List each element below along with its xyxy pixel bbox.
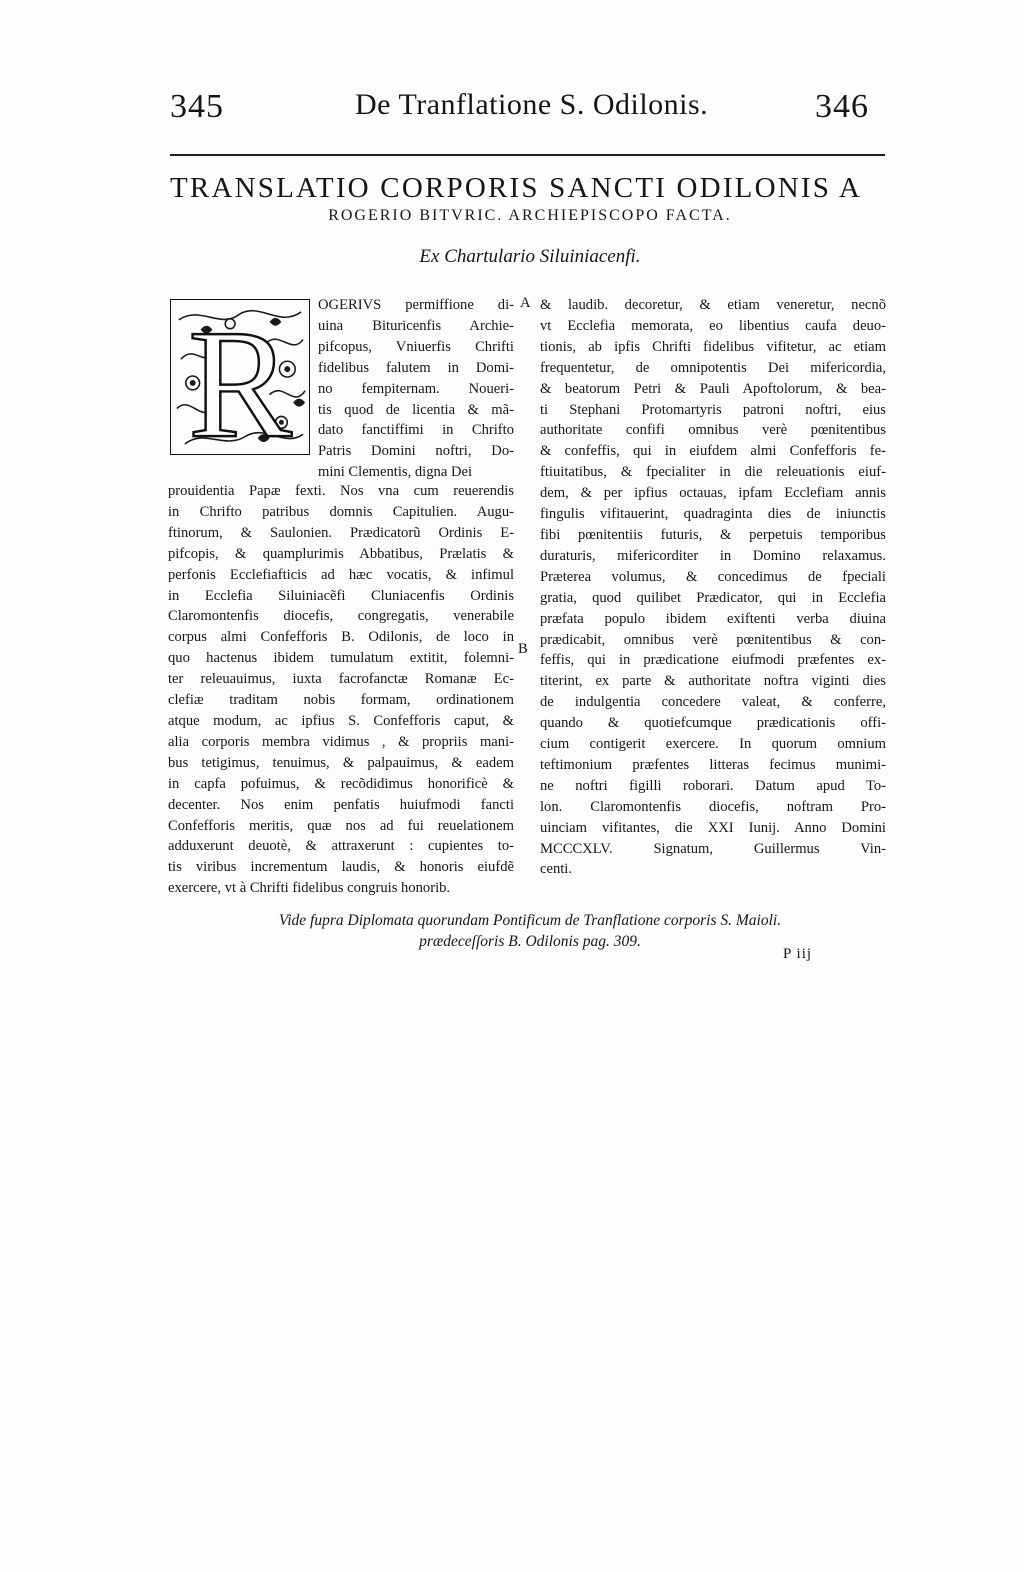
text-line: no fempiternam. Noueri- bbox=[318, 380, 514, 397]
text-line: vt Ecclefia memorata, eo libentius caufa deuo- bbox=[540, 317, 886, 334]
left-column-top bbox=[318, 295, 514, 483]
text-line: dem, & per ipfius octauas, ipfam Ecclefiam annis bbox=[540, 485, 886, 502]
header-rule bbox=[170, 154, 885, 156]
text-line: exercere, vt à Chrifti fidelibus congruis honorib. bbox=[168, 880, 451, 897]
text-line: ti Stephani Protomartyris patroni noftri, eius bbox=[540, 401, 886, 418]
decorated-initial bbox=[170, 299, 310, 455]
text-line: atque modum, ac ipfius S. Confefforis caput, & bbox=[168, 712, 514, 729]
text-line: MCCCXLV. Signatum, Guillermus Vin- bbox=[540, 840, 886, 857]
footnote bbox=[170, 910, 890, 952]
text-line: in Ecclefia Siluiniacẽfi Cluniacenfis Ordinis bbox=[168, 587, 514, 604]
text-line: ftinorum, & Saulonien. Prædicatorũ Ordinis E- bbox=[168, 524, 514, 541]
text-line: authoritate confifi omnibus verè pœnitentibus bbox=[540, 422, 886, 439]
text-line: tionis, ab ipfis Chrifti fidelibus vifitetur, ac etiam bbox=[540, 338, 886, 355]
text-line: uinciam vifitantes, die XXI Iunij. Anno Domini bbox=[540, 819, 886, 836]
text-line: dato fanctiffimi in Chrifto bbox=[318, 422, 514, 439]
text-line: prouidentia Papæ fexti. Nos vna cum reuerendis bbox=[168, 483, 514, 499]
text-line: Patris Domini noftri, Do- bbox=[318, 443, 514, 460]
text-line: & beatorum Petri & Pauli Apoftolorum, & bea- bbox=[540, 380, 886, 397]
text-line: pifcopus, Vniuerfis Chrifti bbox=[318, 338, 514, 355]
text-line: clefiæ traditam nobis formam, ordinationem bbox=[168, 692, 514, 709]
text-line: Claromontenfis diocefis, congregatis, venerabile bbox=[168, 608, 514, 625]
text-line: bus tetigimus, tenuimus, & palpauimus, & eadem bbox=[168, 754, 514, 771]
text-line: tis viribus incrementum laudis, & honoris eiufdẽ bbox=[168, 859, 514, 876]
text-line: OGERIVS permiffione di- bbox=[318, 297, 514, 313]
floral-initial-ornament bbox=[171, 300, 309, 454]
text-line: alia corporis membra vidimus , & propriis mani- bbox=[168, 733, 514, 750]
signature-mark: P iij bbox=[783, 946, 813, 962]
page-number-left: 345 bbox=[170, 88, 224, 125]
text-line: in capfa pofuimus, & recõdidimus honorificè & bbox=[168, 775, 514, 792]
text-line: frequentetur, de omnipotentis Dei mifericordia, bbox=[540, 359, 886, 376]
text-line: decenter. Nos enim penfatis huiufmodi fancti bbox=[168, 796, 514, 813]
initial-letter: R bbox=[188, 300, 292, 454]
margin-letter-b: B bbox=[518, 641, 528, 657]
text-line: lon. Claromontenfis diocefis, noftram Pro- bbox=[540, 798, 886, 815]
text-line: mini Clementis, digna Dei bbox=[318, 464, 473, 481]
text-line: quo hactenus ibidem tumulatum extitit, folemni- bbox=[168, 650, 514, 667]
text-line: fidelibus falutem in Domi- bbox=[318, 359, 514, 376]
text-line: ne noftri figilli roborari. Datum apud To- bbox=[540, 777, 886, 794]
text-line: Confefforis meritis, quæ nos ad fui reuelationem bbox=[168, 817, 514, 834]
text-line: cium contigerit exercere. In quorum omnium bbox=[540, 736, 886, 753]
source-note: Ex Chartulario Siluiniacenfi. bbox=[419, 246, 641, 267]
text-line: in Chrifto patribus domnis Capitulien. Augu- bbox=[168, 503, 514, 520]
text-line: pifcopis, & quamplurimis Abbatibus, Prælatis & bbox=[168, 545, 514, 562]
footnote-line-2: prædeceſſoris B. Odilonis pag. 309. bbox=[419, 933, 641, 950]
text-line: de indulgentia concedere valeat, & conferre, bbox=[540, 694, 886, 711]
text-line: titerint, ex parte & authoritate noftra viginti dies bbox=[540, 673, 886, 690]
text-line: præfata populo ibidem exiftenti verba diuina bbox=[540, 610, 886, 627]
text-line: quando & quotiefcumque prædicationis offi- bbox=[540, 715, 886, 732]
text-line: uina Bituricenfis Archie- bbox=[318, 317, 514, 334]
text-line: ter releuauimus, iuxta facrofanctæ Romanæ Ec- bbox=[168, 671, 514, 688]
page-number-right: 346 bbox=[815, 88, 869, 125]
text-line: teftimonium præfentes litteras fecimus munimi- bbox=[540, 756, 886, 773]
text-line: prædicabit, omnibus verè pœnitentibus & con- bbox=[540, 631, 886, 648]
document-subtitle: ROGERIO BITVRIC. ARCHIEPISCOPO FACTA. bbox=[328, 207, 732, 224]
text-line: feffis, qui in prædicatione eiufmodi præfentes ex- bbox=[540, 652, 886, 669]
text-line: perfonis Ecclefiafticis ad hæc vocatis, & infimul bbox=[168, 566, 514, 583]
text-line: adduxerunt deuotè, & attraxerunt : cupientes to- bbox=[168, 838, 514, 855]
text-line: centi. bbox=[540, 861, 573, 878]
running-title: De Tranflatione S. Odilonis. bbox=[355, 88, 709, 121]
text-line: fingulis vifitauerint, quadraginta dies de iniunctis bbox=[540, 506, 886, 523]
document-title: TRANSLATIO CORPORIS SANCTI ODILONIS A bbox=[170, 172, 863, 204]
footnote-line-1: Vide fupra Diplomata quorundam Pontificum de Tranflatione corporis S. Maioli. bbox=[278, 912, 782, 929]
text-line: & laudib. decoretur, & etiam veneretur, necnõ bbox=[540, 297, 886, 313]
text-line: fibi pœnitentiis futuris, & perpetuis temporibus bbox=[540, 526, 886, 543]
margin-letter-a: A bbox=[520, 295, 531, 311]
text-line: & confeffis, qui in eiufdem almi Confefforis fe- bbox=[540, 443, 886, 460]
text-line: Præterea volumus, & concedimus de fpeciali bbox=[540, 568, 886, 585]
left-column-body bbox=[168, 481, 514, 899]
right-column-body bbox=[540, 295, 886, 880]
text-line: gratia, quod quilibet Prædicator, qui in Ecclefia bbox=[540, 589, 886, 606]
text-line: duraturis, mifericorditer in Domino relaxamus. bbox=[540, 547, 886, 564]
text-line: ftiuitatibus, & fpecialiter in die releuationis eiuf- bbox=[540, 464, 886, 481]
text-line: corpus almi Confefforis B. Odilonis, de loco in bbox=[168, 629, 514, 646]
text-line: tis quod de licentia & mã- bbox=[318, 401, 514, 418]
